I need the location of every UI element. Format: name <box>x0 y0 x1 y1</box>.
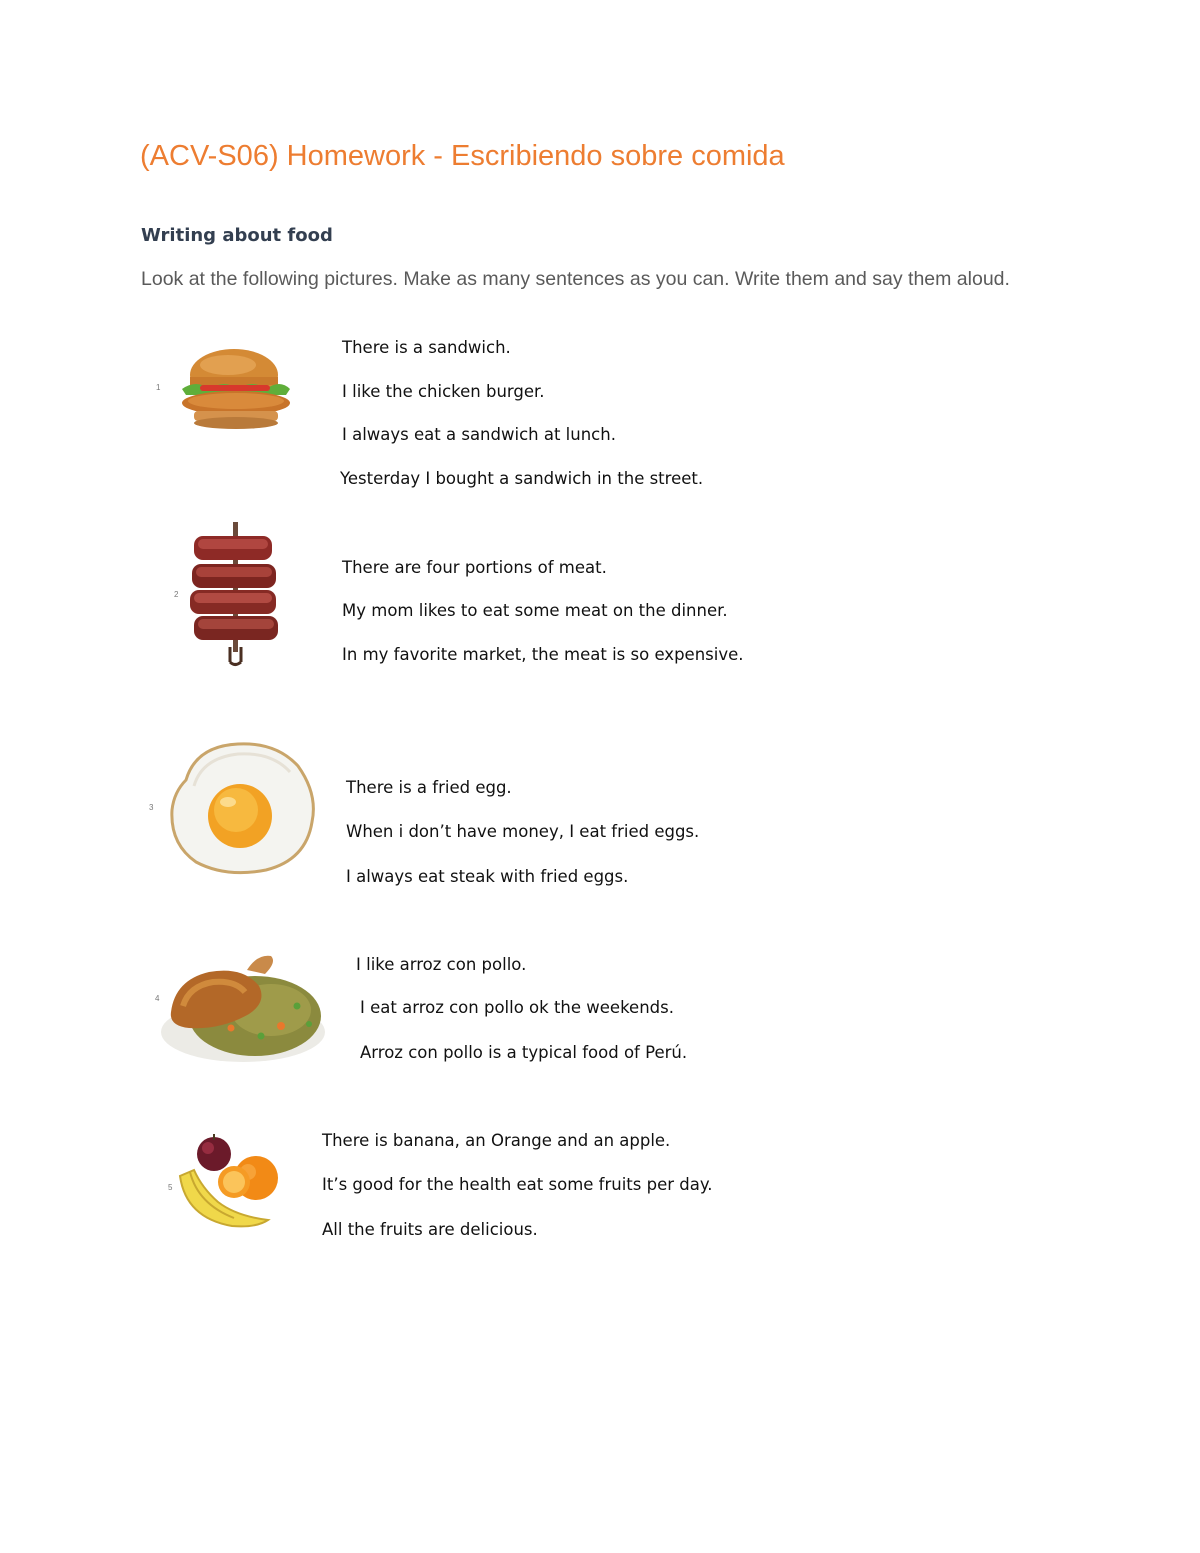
sentence: My mom likes to eat some meat on the dinner. <box>342 601 728 620</box>
sentence: All the fruits are delicious. <box>322 1220 538 1239</box>
sentence: It’s good for the health eat some fruits per day. <box>322 1175 713 1194</box>
sentence: I like the chicken burger. <box>342 382 545 401</box>
item-number: 2 <box>174 590 179 599</box>
sentence: Yesterday I bought a sandwich in the street. <box>340 469 704 488</box>
sentence: When i don’t have money, I eat fried eggs. <box>346 822 700 841</box>
item-number: 5 <box>168 1183 173 1192</box>
fried-egg-image <box>166 740 318 878</box>
instructions-text: Look at the following pictures. Make as many sentences as you can. Write them and say them aloud. <box>141 268 1010 290</box>
sentence: There is a fried egg. <box>346 778 512 797</box>
sentence: There is a sandwich. <box>342 338 511 357</box>
sentence: There is banana, an Orange and an apple. <box>322 1131 671 1150</box>
sentence: I eat arroz con pollo ok the weekends. <box>360 998 674 1017</box>
sentence: Arroz con pollo is a typical food of Perú. <box>360 1043 688 1062</box>
sentence: In my favorite market, the meat is so expensive. <box>342 645 744 664</box>
item-number: 1 <box>156 383 161 392</box>
item-number: 3 <box>149 803 154 812</box>
page-title: (ACV-S06) Homework - Escribiendo sobre comida <box>140 140 785 172</box>
sentence: There are four portions of meat. <box>342 558 607 577</box>
sentence: I always eat steak with fried eggs. <box>346 867 629 886</box>
sentence: I always eat a sandwich at lunch. <box>342 425 616 444</box>
chicken-burger-image <box>176 345 296 445</box>
section-heading: Writing about food <box>141 225 333 246</box>
fruits-image <box>176 1132 282 1232</box>
arroz-con-pollo-image <box>161 940 325 1062</box>
sentence: I like arroz con pollo. <box>356 955 527 974</box>
meat-skewer-image <box>186 522 286 667</box>
item-number: 4 <box>155 994 160 1003</box>
